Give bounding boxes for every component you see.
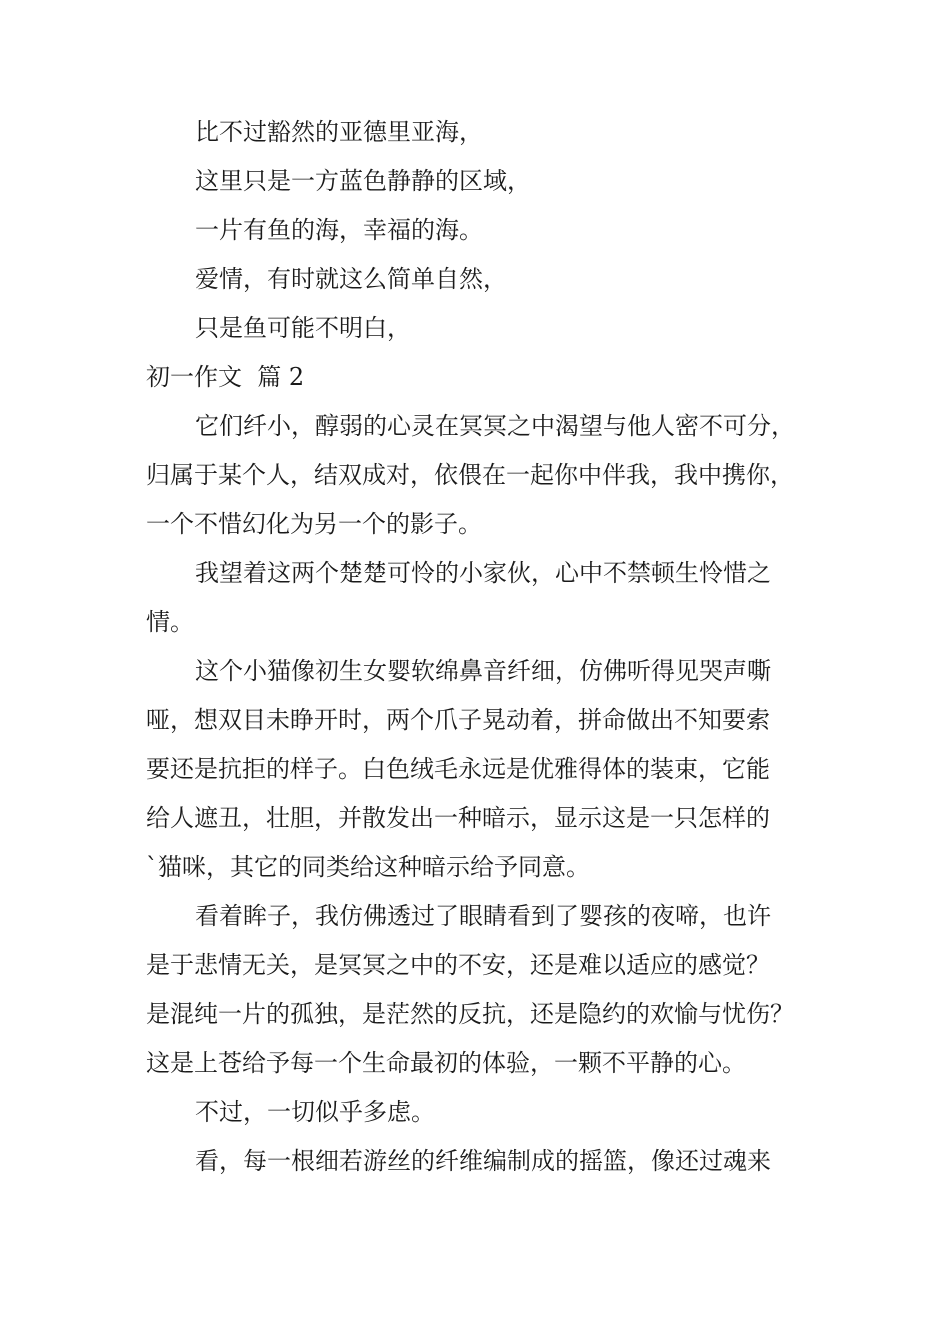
poem-line: 这里只是一方蓝色静静的区域， xyxy=(195,167,531,195)
poem-line: 爱情，有时就这么简单自然， xyxy=(195,265,507,293)
paragraph xyxy=(146,402,826,549)
paragraph-line: 归属于某个人，结双成对，依偎在一起你中伴我，我中携你， xyxy=(146,461,794,489)
paragraph-line: 它们纤小，醇弱的心灵在冥冥之中渴望与他人密不可分， xyxy=(195,412,795,440)
section-heading: 初一作文 篇 2 xyxy=(146,363,305,391)
paragraph xyxy=(146,1137,826,1186)
paragraph-line: 给人遮丑，壮胆，并散发出一种暗示，显示这是一只怎样的 xyxy=(146,804,770,832)
paragraph-line: 是于悲情无关，是冥冥之中的不安，还是难以适应的感觉？ xyxy=(146,951,770,979)
paragraph-line: 一个不惜幻化为另一个的影子。 xyxy=(146,510,482,538)
paragraph xyxy=(146,892,826,1088)
paragraph-line: 看，每一根细若游丝的纤维编制成的摇篮，像还过魂来 xyxy=(195,1147,771,1175)
paragraph-line: `猫咪，其它的同类给这种暗示给予同意。 xyxy=(146,853,590,881)
document-body xyxy=(146,108,826,1186)
poem-line: 比不过豁然的亚德里亚海， xyxy=(195,118,483,146)
paragraph xyxy=(146,647,826,892)
paragraph-line: 看着眸子，我仿佛透过了眼睛看到了婴孩的夜啼，也许 xyxy=(195,902,771,930)
poem-line: 只是鱼可能不明白， xyxy=(195,314,411,342)
paragraph-line: 是混纯一片的孤独，是茫然的反抗，还是隐约的欢愉与忧伤？ xyxy=(146,1000,794,1028)
poem-line: 一片有鱼的海，幸福的海。 xyxy=(195,216,483,244)
paragraph-line: 要还是抗拒的样子。白色绒毛永远是优雅得体的装束，它能 xyxy=(146,755,770,783)
paragraph-line: 不过，一切似乎多虑。 xyxy=(195,1098,435,1126)
paragraph xyxy=(146,1088,826,1137)
paragraph-line: 情。 xyxy=(146,608,194,636)
paragraph-line: 这是上苍给予每一个生命最初的体验，一颗不平静的心。 xyxy=(146,1049,746,1077)
poem-stanza xyxy=(146,108,826,353)
paragraph-line: 这个小猫像初生女婴软绵鼻音纤细，仿佛听得见哭声嘶 xyxy=(195,657,771,685)
paragraph-line: 我望着这两个楚楚可怜的小家伙，心中不禁顿生怜惜之 xyxy=(195,559,771,587)
paragraph xyxy=(146,549,826,647)
paragraph-line: 哑，想双目未睁开时，两个爪子晃动着，拼命做出不知要索 xyxy=(146,706,770,734)
